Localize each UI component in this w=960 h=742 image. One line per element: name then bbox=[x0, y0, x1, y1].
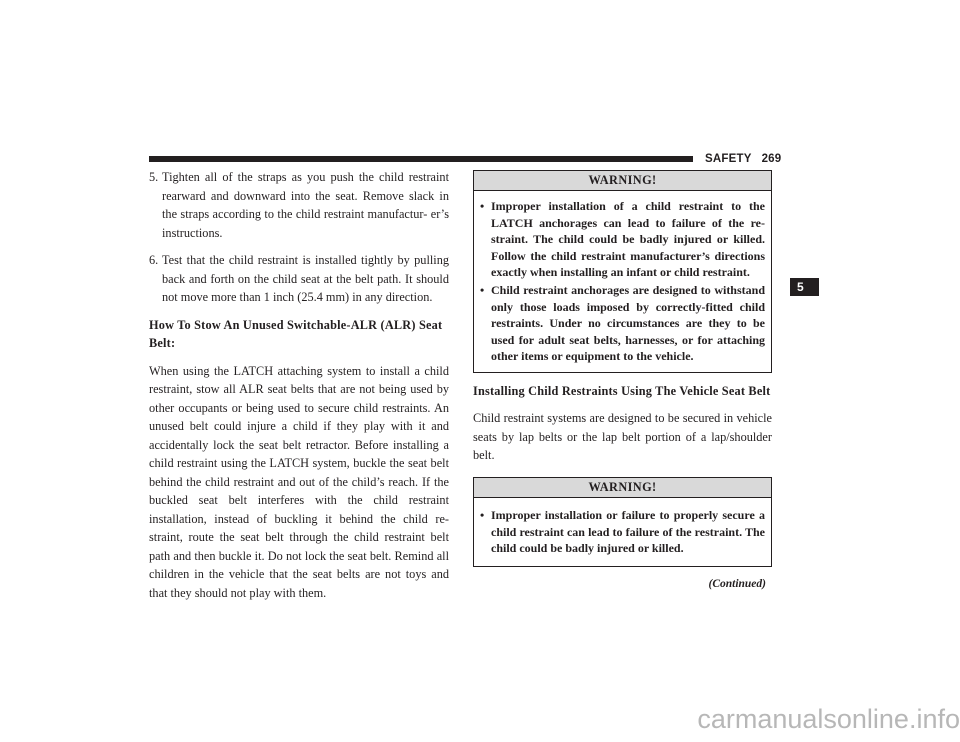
warning-item bbox=[480, 282, 765, 365]
section-heading: Installing Child Restraints Using The Vehicle Seat Belt bbox=[473, 383, 771, 398]
step-item bbox=[149, 168, 449, 242]
warning-title: WARNING! bbox=[474, 478, 771, 498]
step-item bbox=[149, 251, 449, 307]
chapter-tab: 5 bbox=[790, 278, 819, 296]
warning-list bbox=[474, 191, 771, 372]
step-number: 5. bbox=[149, 170, 159, 184]
header-rule bbox=[149, 156, 693, 162]
watermark: carmanualsonline.info bbox=[697, 704, 960, 734]
running-header bbox=[705, 151, 781, 167]
bullet-icon: • bbox=[480, 507, 485, 522]
warning-box bbox=[473, 477, 772, 567]
warning-list bbox=[474, 498, 771, 566]
step-text: Test that the child restraint is installed tightly by pulling back and forth on the child seat at the belt path. It should not move more than 1 inch (25.4 mm) in any direction. bbox=[162, 253, 449, 304]
step-number: 6. bbox=[149, 253, 159, 267]
continued-note: (Continued) bbox=[708, 577, 766, 590]
step-text: Tighten all of the straps as you push the child restraint rearward and downward into the seat. Remove slack in the straps according to the child restraint manufactur- er’s instructions. bbox=[162, 170, 449, 240]
page-number: 269 bbox=[761, 153, 782, 165]
warning-text: Improper installation or failure to properly secure a child restraint can lead to failure of the restraint. The child could be badly injured or killed. bbox=[491, 507, 765, 556]
right-column bbox=[473, 170, 772, 592]
warning-item bbox=[480, 507, 765, 557]
bullet-icon: • bbox=[480, 199, 485, 213]
body-paragraph: Child restraint systems are designed to be secured in vehicle seats by lap belts or the lap belt portion of a lap/shoulder belt. bbox=[473, 411, 772, 463]
body-paragraph: When using the LATCH attaching system to install a child restraint, stow all ALR seat belts that are not being used by other occupants or being used to secure child restraints. An unused belt could injure a child if they play with it and accidentally lock the seat belt retractor. Before installing a child restraint using the LATCH system, buckle the seat belt behind the child restraint and out of the child’s reach. If the buckled seat belt interferes with the child restraint installation, instead of buckling it behind the child re- straint, route the seat belt through the child restraint belt path and then buckle it. Do not lock the seat belt. Remind all children in the vehicle that the seat belts are not toys and that they should not play with them. bbox=[149, 363, 449, 600]
warning-item bbox=[480, 198, 765, 281]
bullet-icon: • bbox=[480, 282, 485, 297]
warning-text: Child restraint anchorages are designed to withstand only those loads imposed by correctly-fitted child restraints. Under no circumstances are they to be used for adult seat belts, harnesses, or for attaching other items or equipment to the vehicle. bbox=[491, 282, 765, 364]
warning-text: Improper installation of a child restraint to the LATCH anchorages can lead to failure of the re- straint. The child could be badly injured or killed. Follow the child restraint manufacturer’s directions exactly when installing an infant or child restraint. bbox=[491, 199, 765, 280]
warning-box bbox=[473, 170, 772, 373]
section-heading: How To Stow An Unused Switchable-ALR (ALR) Seat Belt: bbox=[149, 317, 443, 350]
left-column bbox=[149, 170, 449, 602]
section-title: SAFETY bbox=[705, 153, 752, 165]
warning-title: WARNING! bbox=[474, 171, 771, 191]
